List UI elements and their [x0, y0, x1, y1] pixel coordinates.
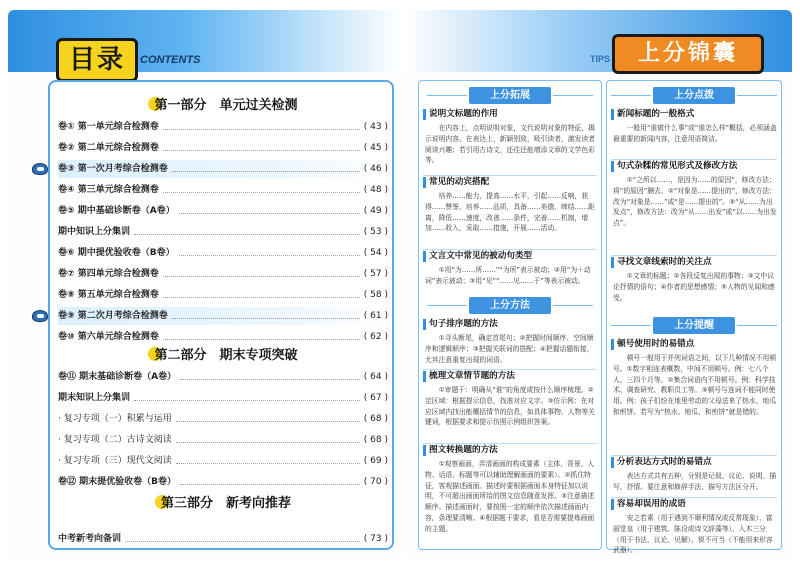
tip-body: 表达方式共有五种，分别是记叙、议论、说明、描写、抒情。要注意和修辞手法、描写方法区分开。: [613, 472, 777, 491]
toc-row-page: ( 68 ): [363, 414, 388, 424]
toc-row-label: · 复习专项（一）积累与运用: [58, 414, 172, 424]
tip-title: 梳理文章情节题的方法: [423, 371, 515, 382]
tip-title: 句子排序题的方法: [423, 319, 498, 330]
toc-leader: [179, 255, 360, 256]
tips-column-left: [418, 80, 602, 550]
toc-row-page: ( 57 ): [363, 269, 388, 279]
tip-divider: [611, 255, 777, 256]
tip-title: 顿号使用时的易错点: [611, 339, 694, 350]
tip-body: ①“之所以……，是因为……的原因”，修改方法：将“的原因”删去。②“对象是……提出的”，修改方法：改为“对象是……”或“是……提出的”。③“从……为出发点”，修改方法：改为“从……出发”或“以……为出发点”。: [613, 176, 777, 228]
tip-body: ①文章的标题；②各段反复出现的事物；③文中议论抒情的语句；④作者的思想感情；⑤人物的见闻和感受。: [613, 272, 775, 302]
toc-card: [48, 80, 394, 550]
tip-title: 句式杂糅的常见形式及修改方法: [611, 161, 737, 172]
mascot-icon: [32, 310, 48, 322]
part-heading: [50, 94, 396, 113]
tip-body: ①审题干：明确从“谁”的角度或按什么顺序梳理。②定区域：根据提示信息，找准对应文字。③仿示例：在对应区域内找出能概括情节的信息，如具体事物、人物等关键词，根据要求和提示仿照示例组织答案。: [425, 386, 595, 427]
section-banner: 上分拓展: [469, 87, 551, 104]
toc-row-page: ( 46 ): [363, 164, 388, 174]
contents-title: 目录: [56, 38, 138, 82]
toc-row[interactable]: [58, 181, 388, 199]
part-heading: [50, 344, 396, 363]
part-heading-text: 第三部分 新考向推荐: [160, 496, 291, 511]
toc-row-label: 卷⑧ 第五单元综合检测卷: [58, 290, 159, 300]
tip-divider: [611, 455, 777, 456]
toc-row-page: ( 68 ): [363, 435, 388, 445]
tip-body: 一般用“谁做什么事”或“谁怎么样”概括，必须涵盖最重要的新闻内容，注意用语简洁。: [613, 124, 777, 143]
section-banner: 上分提醒: [653, 317, 735, 334]
tip-divider: [423, 175, 597, 176]
toc-leader: [172, 318, 360, 319]
tips-subtitle: TIPS: [590, 54, 611, 64]
toc-row[interactable]: [58, 202, 388, 220]
toc-row[interactable]: [58, 244, 388, 262]
toc-row-page: ( 73 ): [363, 534, 388, 544]
toc-row-page: ( 48 ): [363, 185, 388, 195]
tip-body: 培养……能力，提高……水平，引起……反响，获得……赞誉，培养……品质，具备……美德，缔结……距离，降低……速度，改善……条件，完善……机制，增加……收入，采取……措施，开展……活动。: [425, 192, 595, 233]
toc-leader: [176, 463, 360, 464]
toc-row-label: 期中知识上分集训: [58, 227, 131, 237]
toc-row[interactable]: [58, 160, 388, 178]
toc-row-page: ( 69 ): [363, 456, 388, 466]
tip-divider: [423, 249, 597, 250]
tip-title: 寻找文章线索时的关注点: [611, 257, 712, 268]
toc-leader: [176, 421, 360, 422]
toc-row-page: ( 58 ): [363, 290, 388, 300]
tip-body: 安之若素（用于遇到不顺利情况或反常现象）、富丽堂皇（用于建筑、陈设或诗文辞藻等）、入木三分（用于书法、议论、见解）、锐不可当（不能用来形容武器）。: [613, 514, 773, 555]
toc-row-label: 卷⑤ 期中基础诊断卷（A卷）: [58, 206, 175, 216]
toc-row[interactable]: [58, 265, 388, 283]
tip-title: 说明文标题的作用: [423, 109, 498, 120]
toc-row-page: ( 64 ): [363, 372, 388, 382]
tip-divider: [423, 443, 597, 444]
toc-leader: [163, 276, 360, 277]
toc-row[interactable]: [58, 118, 388, 136]
toc-row-page: ( 61 ): [363, 311, 388, 321]
toc-row-page: ( 49 ): [363, 206, 388, 216]
tip-body: 在内容上，点明说明对象，文代说明对象的特征，揭示说明内容。在表达上，新颖别致，吸引读者，激发读者阅读兴趣；若引用古诗文，还往还能增添文章的文学色彩等。: [425, 124, 595, 165]
toc-row-page: ( 54 ): [363, 248, 388, 258]
toc-leader: [180, 484, 360, 485]
tip-title: 常见的动宾搭配: [423, 177, 489, 188]
toc-row-label: 卷④ 第三单元综合检测卷: [58, 185, 159, 195]
tip-body: 顿号一般用于并列词语之间，以下几种情况不用顿号。①数字相连表概数，中间不用顿号。例：七八个人、三四个月等。②集合词语内不用顿号。例：科学技术、调查研究、教职员工等。③顿号与连词不能同时使用。例：孩子们纷在地里劳动的父母送来了热水、地瓜和煎饼。若写为“热水、地瓜、和煎饼”就是错的。: [613, 354, 777, 416]
toc-row-label: 期末知识上分集训: [58, 393, 131, 403]
tip-title: 文言文中常见的被动句类型: [423, 251, 532, 262]
toc-row-label: · 复习专项（三）现代文阅读: [58, 456, 172, 466]
toc-row[interactable]: [58, 223, 388, 241]
toc-row-page: ( 53 ): [363, 227, 388, 237]
tip-divider: [611, 159, 777, 160]
toc-leader: [176, 442, 360, 443]
tip-title: 新闻标题的一般格式: [611, 109, 694, 120]
toc-leader: [179, 213, 360, 214]
tip-body: ①寻头断尾，确定首尾句；②把握时间顺序、空间顺序和逻辑顺序；③把握关联词的搭配；④把握话题衔接，尤其注意重复出现的词语。: [425, 334, 594, 364]
toc-row-page: ( 70 ): [363, 477, 388, 487]
toc-row[interactable]: [58, 410, 388, 428]
toc-row-label: 卷⑨ 第二次月考综合检测卷: [58, 311, 168, 321]
part-heading: [50, 492, 396, 511]
toc-row[interactable]: [58, 431, 388, 449]
toc-leader: [163, 339, 360, 340]
toc-row-label: 卷① 第一单元综合检测卷: [58, 122, 159, 132]
toc-leader: [134, 400, 360, 401]
tip-title: 图文转换题的方法: [423, 445, 498, 456]
toc-row-page: ( 43 ): [363, 122, 388, 132]
contents-subtitle: CONTENTS: [140, 54, 201, 66]
toc-row[interactable]: [58, 389, 388, 407]
tip-body: ①观察画面，弄清画面的构成要素（主体、背景、人物、话语、标题等可以辅助理解画面的要素）。②抓住特征，客观描述画面。描述时要根据画面本身特征加以说明，不可超出画面所给的图文信息随意发挥。③注意描述顺序。描述画面时，要按照一定的顺序依次描述画面内容，条理要清晰。④根据题干要求，看是否需要提炼画面的主题。: [425, 460, 595, 533]
toc-leader: [125, 541, 360, 542]
toc-row-label: 卷③ 第一次月考综合检测卷: [58, 164, 168, 174]
toc-leader: [163, 150, 360, 151]
contents-page: [8, 10, 400, 555]
toc-row-page: ( 45 ): [363, 143, 388, 153]
toc-row-label: 卷⑦ 第四单元综合检测卷: [58, 269, 159, 279]
toc-row-page: ( 67 ): [363, 393, 388, 403]
toc-leader: [163, 192, 360, 193]
tip-title: 分析表达方式时的易错点: [611, 457, 712, 468]
tip-title: 容易却误用的成语: [611, 499, 686, 510]
toc-row-label: · 复习专项（二）古诗文阅读: [58, 435, 172, 445]
toc-row-label: 卷⑥ 期中提优验收卷（B卷）: [58, 248, 175, 258]
toc-row-label: 中考新考向备训: [58, 534, 122, 544]
toc-row[interactable]: [58, 368, 388, 386]
toc-leader: [172, 171, 360, 172]
section-banner: 上分方法: [469, 297, 551, 314]
tips-column-right: [606, 80, 782, 555]
toc-row-label: 卷② 第二单元综合检测卷: [58, 143, 159, 153]
toc-row[interactable]: [58, 139, 388, 157]
toc-row[interactable]: [58, 452, 388, 470]
toc-row[interactable]: [58, 530, 388, 548]
part-heading-text: 第二部分 期末专项突破: [154, 348, 298, 363]
section-banner: 上分点拨: [653, 87, 735, 104]
tips-page: [404, 10, 792, 555]
toc-row-label: 卷⑫ 期末提优验收卷（B卷）: [58, 477, 176, 487]
tips-title: 上分锦囊: [612, 34, 764, 74]
tip-body: ①用“为……所……”“为所”表示被动；②用“为＋动词”表示被动；③用“见”“……见……于”等表示被动。: [425, 266, 591, 285]
part-heading-text: 第一部分 单元过关检测: [154, 98, 298, 113]
toc-row[interactable]: [58, 473, 388, 491]
toc-leader: [180, 379, 360, 380]
toc-row-page: ( 62 ): [363, 332, 388, 342]
toc-leader: [163, 129, 360, 130]
toc-row[interactable]: [58, 286, 388, 304]
toc-row-label: 卷⑩ 第六单元综合检测卷: [58, 332, 159, 342]
toc-leader: [163, 297, 360, 298]
toc-row-label: 卷⑪ 期末基础诊断卷（A卷）: [58, 372, 177, 382]
mascot-icon: [32, 163, 48, 175]
toc-row[interactable]: [58, 307, 388, 325]
toc-leader: [134, 234, 360, 235]
tip-divider: [423, 369, 597, 370]
tip-divider: [611, 497, 777, 498]
